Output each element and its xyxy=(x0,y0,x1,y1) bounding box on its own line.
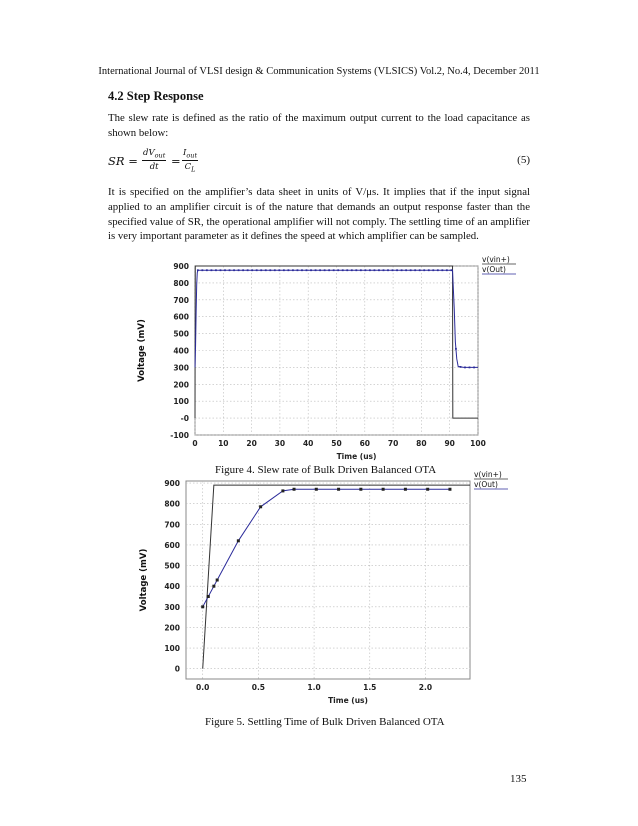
frac2-denominator-sub: L xyxy=(191,165,196,174)
x-axis-label: Time (us) xyxy=(336,452,377,461)
frac2-numerator-sub: out xyxy=(186,151,198,160)
out-marker xyxy=(437,269,439,271)
out-marker xyxy=(265,269,267,271)
out-marker xyxy=(328,269,330,271)
frac1-numerator-sub: out xyxy=(154,151,166,160)
plot-area xyxy=(186,481,470,679)
out-marker xyxy=(278,269,280,271)
out-marker xyxy=(374,269,376,271)
out-marker xyxy=(401,269,403,271)
y-tick-label: -100 xyxy=(170,431,189,440)
out-marker xyxy=(319,269,321,271)
out-marker xyxy=(297,269,299,271)
out-marker xyxy=(197,269,199,271)
out-marker xyxy=(242,269,244,271)
out-marker xyxy=(469,367,471,369)
out-marker xyxy=(364,269,366,271)
out-marker xyxy=(419,269,421,271)
x-tick-label: 100 xyxy=(470,439,486,448)
out-marker xyxy=(237,539,240,542)
out-marker xyxy=(333,269,335,271)
slew-rate-chart xyxy=(100,252,520,462)
y-tick-label: 900 xyxy=(164,479,180,489)
out-marker xyxy=(448,488,451,491)
out-marker xyxy=(315,488,318,491)
out-marker xyxy=(238,269,240,271)
out-marker xyxy=(355,269,357,271)
out-marker xyxy=(260,269,262,271)
y-tick-label: 200 xyxy=(173,380,189,390)
y-tick-label: 500 xyxy=(164,561,180,571)
out-marker xyxy=(337,269,339,271)
figure4-caption: Figure 4. Slew rate of Bulk Driven Balanced OTA xyxy=(215,464,437,476)
out-marker xyxy=(310,269,312,271)
x-tick-label: 20 xyxy=(246,439,257,448)
figure5-caption: Figure 5. Settling Time of Bulk Driven Balanced OTA xyxy=(205,716,445,728)
out-marker xyxy=(378,269,380,271)
out-marker xyxy=(224,269,226,271)
journal-header: International Journal of VLSI design & Communication Systems (VLSICS) Vol.2, No.4, December 2011 xyxy=(98,66,540,77)
out-marker xyxy=(432,269,434,271)
out-marker xyxy=(360,269,362,271)
frac2-numerator: I xyxy=(183,148,187,158)
x-tick-label: 90 xyxy=(444,439,455,448)
out-marker xyxy=(256,269,258,271)
equation-number: (5) xyxy=(517,154,530,166)
slew-rate-equation xyxy=(108,148,530,178)
x-tick-label: 10 xyxy=(218,439,229,448)
out-marker xyxy=(410,269,412,271)
x-axis-label: Time (us) xyxy=(328,696,368,705)
y-tick-label: 700 xyxy=(164,520,180,530)
out-marker xyxy=(201,605,204,608)
y-tick-label: 100 xyxy=(164,644,180,654)
out-marker xyxy=(251,269,253,271)
y-axis-label: Voltage (mV) xyxy=(139,548,149,612)
out-marker xyxy=(426,488,429,491)
out-marker xyxy=(315,269,317,271)
out-marker xyxy=(206,269,208,271)
y-tick-label: 500 xyxy=(173,329,189,339)
out-marker xyxy=(359,488,362,491)
out-marker xyxy=(464,367,466,369)
out-marker xyxy=(229,269,231,271)
out-marker xyxy=(337,488,340,491)
out-marker xyxy=(306,269,308,271)
y-tick-label: 900 xyxy=(173,262,189,271)
x-tick-label: 50 xyxy=(331,439,342,448)
y-tick-label: 100 xyxy=(173,397,189,407)
x-tick-label: 40 xyxy=(302,439,314,448)
out-marker xyxy=(207,595,210,598)
y-tick-label: 400 xyxy=(173,346,189,356)
out-marker xyxy=(455,348,457,350)
x-tick-label: 70 xyxy=(387,439,399,448)
frac1-numerator: dV xyxy=(143,148,155,158)
out-marker xyxy=(201,269,203,271)
out-marker xyxy=(414,269,416,271)
out-marker xyxy=(211,269,213,271)
out-marker xyxy=(382,488,385,491)
y-tick-label: 400 xyxy=(164,582,180,592)
out-marker xyxy=(283,269,285,271)
out-marker xyxy=(473,367,475,369)
frac1-denominator: dt xyxy=(149,161,159,172)
out-marker xyxy=(259,505,262,508)
out-marker xyxy=(342,269,344,271)
out-marker xyxy=(281,489,284,492)
x-tick-label: 2.0 xyxy=(418,683,433,692)
y-axis-label: Voltage (mV) xyxy=(137,319,147,382)
out-marker xyxy=(405,269,407,271)
equation-equals: = xyxy=(171,154,181,168)
out-marker xyxy=(216,579,219,582)
out-marker xyxy=(233,269,235,271)
y-tick-label: 700 xyxy=(173,295,189,305)
y-tick-label: 200 xyxy=(164,623,180,633)
legend-entry-out: v(Out) xyxy=(482,265,506,274)
body-paragraph: It is specified on the amplifier’s data sheet in units of V/μs. It implies that if the input signal applied to an amplifier circuit is of the nature that demands an output response faster than the specified value of SR, the operational amplifier will not comply. The settling time of an amplifier is very important parameter as it defines the speed at which amplifier can be sampled. xyxy=(108,186,530,243)
y-tick-label: 300 xyxy=(173,363,189,373)
y-tick-label: 0 xyxy=(174,664,180,674)
out-marker xyxy=(247,269,249,271)
out-marker xyxy=(287,269,289,271)
out-marker xyxy=(450,269,452,271)
page-number: 135 xyxy=(510,773,527,785)
out-marker xyxy=(301,269,303,271)
x-tick-label: 80 xyxy=(416,439,427,448)
out-marker xyxy=(293,488,296,491)
out-marker xyxy=(212,585,215,588)
y-tick-label: 300 xyxy=(164,602,180,612)
y-tick-label: 800 xyxy=(164,499,180,509)
out-marker xyxy=(346,269,348,271)
out-marker xyxy=(446,269,448,271)
x-tick-label: 0.5 xyxy=(251,683,266,692)
y-tick-label: -0 xyxy=(180,414,189,424)
x-tick-label: 60 xyxy=(359,439,371,448)
out-marker xyxy=(383,269,385,271)
x-tick-label: 1.0 xyxy=(307,683,321,692)
frac2-denominator: C xyxy=(184,161,192,172)
x-tick-label: 30 xyxy=(274,439,286,448)
x-tick-label: 0.0 xyxy=(196,683,210,692)
legend-entry-vin: v(vin+) xyxy=(474,470,502,479)
out-marker xyxy=(392,269,394,271)
x-tick-label: 0 xyxy=(192,439,198,448)
fraction-iout-cl xyxy=(182,148,198,173)
out-marker xyxy=(423,269,425,271)
out-marker xyxy=(387,269,389,271)
y-tick-label: 600 xyxy=(173,312,189,322)
intro-paragraph: The slew rate is defined as the ratio of the maximum output current to the load capacitance as shown below: xyxy=(108,112,530,139)
out-marker xyxy=(292,269,294,271)
out-marker xyxy=(220,269,222,271)
y-tick-label: 800 xyxy=(173,278,189,288)
out-marker xyxy=(460,366,462,368)
out-marker xyxy=(274,269,276,271)
legend-entry-out: v(Out) xyxy=(474,480,498,489)
equation-lhs: SR = xyxy=(108,154,138,168)
out-marker xyxy=(396,269,398,271)
out-marker xyxy=(441,269,443,271)
x-tick-label: 1.5 xyxy=(363,683,377,692)
out-marker xyxy=(324,269,326,271)
legend-entry-vin: v(vin+) xyxy=(482,255,510,264)
fraction-dvout-dt xyxy=(142,148,166,172)
out-marker xyxy=(351,269,353,271)
y-tick-label: 600 xyxy=(164,540,180,550)
out-marker xyxy=(428,269,430,271)
out-marker xyxy=(404,488,407,491)
out-marker xyxy=(215,269,217,271)
section-title: 4.2 Step Response xyxy=(108,89,204,103)
out-marker xyxy=(269,269,271,271)
out-marker xyxy=(369,269,371,271)
